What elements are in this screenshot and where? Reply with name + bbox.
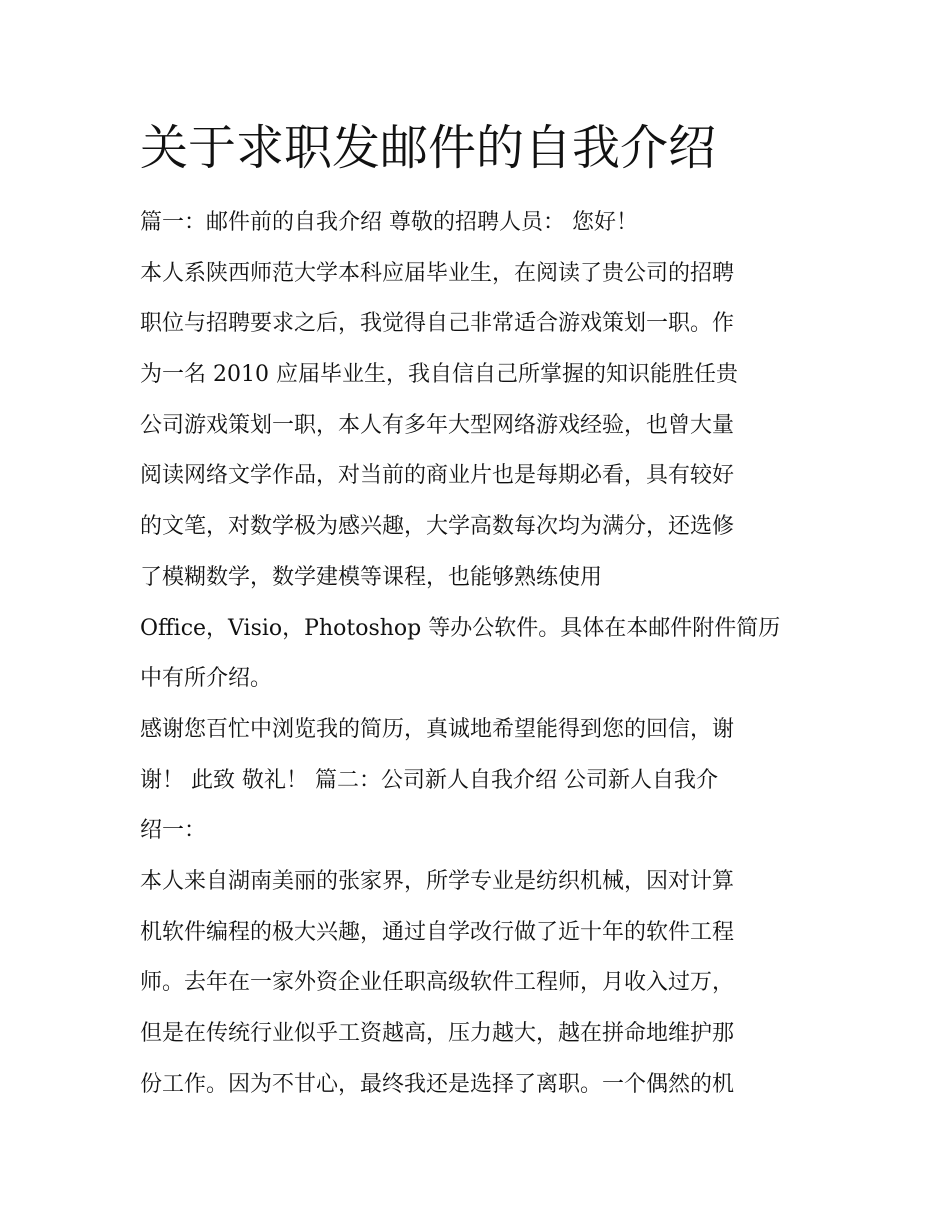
body-line: 本人系陕西师范大学本科应届毕业生，在阅读了贵公司的招聘 [140,260,735,286]
document-body [140,204,820,1116]
body-line: Office，Visio，Photoshop 等办公软件。具体在本邮件附件简历 [140,615,781,641]
body-line: 师。去年在一家外资企业任职高级软件工程师，月收入过万， [140,970,735,996]
body-line: 为一名 2010 应届毕业生，我自信自己所掌握的知识能胜任贵 [140,362,738,388]
body-line: 中有所介绍。 [140,666,273,692]
body-line: 但是在传统行业似乎工资越高，压力越大，越在拼命地维护那 [140,1021,735,1046]
body-line: 机软件编程的极大兴趣，通过自学改行做了近十年的软件工程 [140,919,735,945]
body-line: 公司游戏策划一职，本人有多年大型网络游戏经验，也曾大量 [140,412,735,438]
document-title: 关于求职发邮件的自我介绍 [140,120,717,176]
body-line: 绍一： [140,818,207,844]
body-line: 阅读网络文学作品，对当前的商业片也是每期必看，具有较好 [140,463,735,489]
body-line: 了模糊数学，数学建模等课程，也能够熟练使用 [140,564,603,590]
body-line: 感谢您百忙中浏览我的简历，真诚地希望能得到您的回信，谢 [140,716,735,742]
body-line: 份工作。因为不甘心，最终我还是选择了离职。一个偶然的机 [140,1071,735,1097]
body-line: 本人来自湖南美丽的张家界，所学专业是纺织机械，因对计算 [140,868,735,894]
body-line: 谢！ 此致 敬礼！ 篇二：公司新人自我介绍 公司新人自我介 [140,767,718,793]
body-line: 篇一：邮件前的自我介绍 尊敬的招聘人员： 您好！ [140,210,638,235]
body-line: 的文笔，对数学极为感兴趣，大学高数每次均为满分，还选修 [140,514,735,540]
body-line: 职位与招聘要求之后，我觉得自己非常适合游戏策划一职。作 [140,311,735,337]
